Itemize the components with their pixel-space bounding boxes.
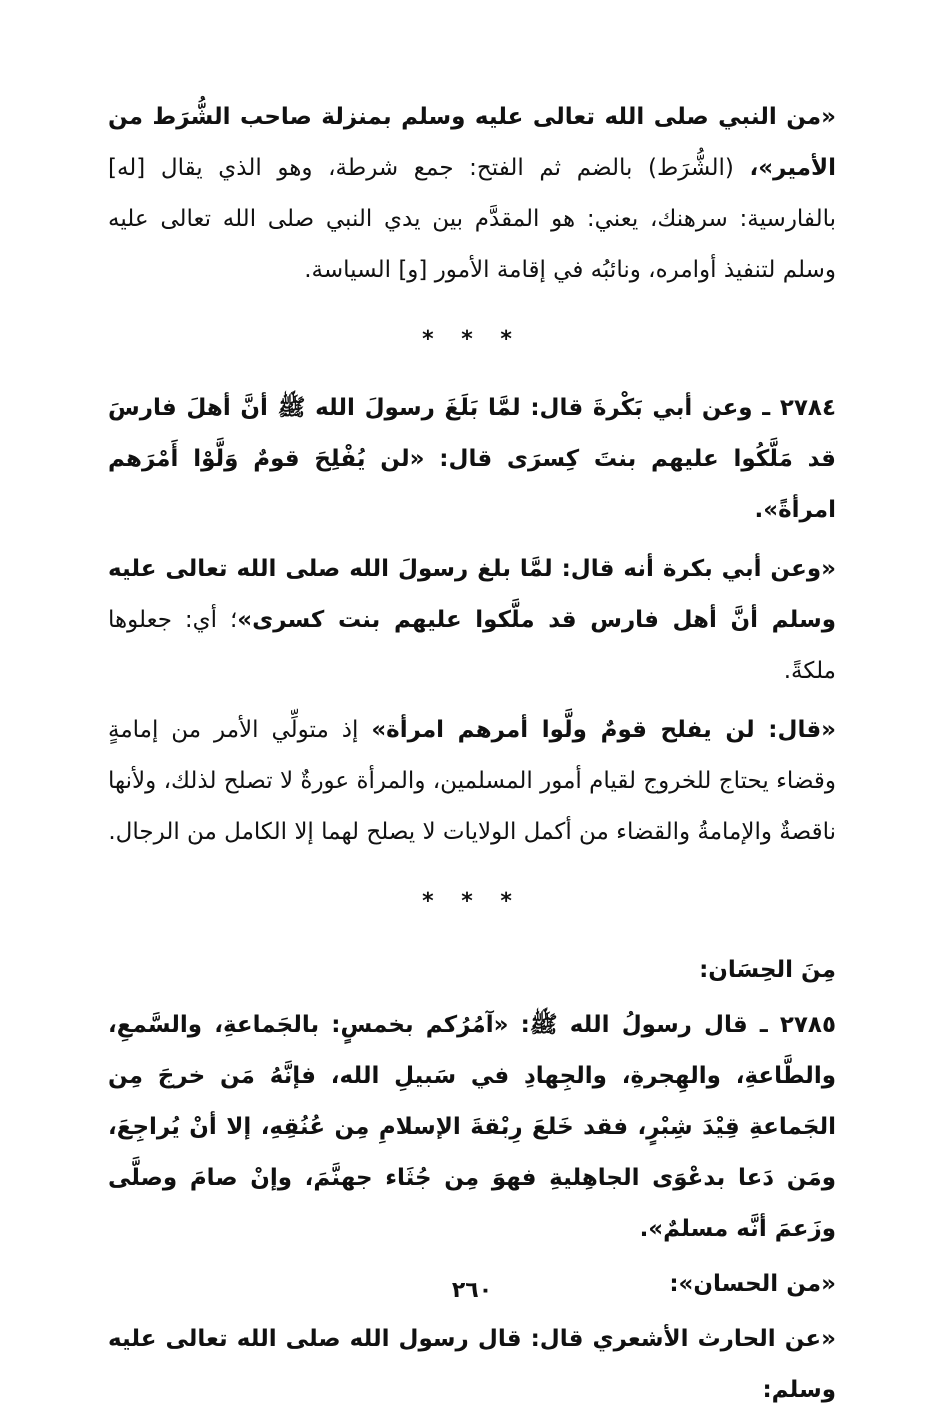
commentary-text: إذ متولِّي الأمر من إمامةٍ وقضاء يحتاج للخروج لقيام أمور المسلمين، والمرأة عورةٌ لا تصلح لذلك، ولأنها ناقصةٌ والإمامةُ والقضاء من أكمل الولايات لا يصلح لهما إلا الكامل من الرجال. [108, 717, 836, 845]
quoted-matn: «من النبي صلى الله تعالى عليه وسلم بمنزلة صاحب الشُّرَط من الأمير»، [108, 104, 837, 181]
commentary-text: (الشُّرَط) بالضم ثم الفتح: جمع شرطة، وهو الذي يقال [له] بالفارسية: سرهنك، يعني: هو المقدَّم بين يدي النبي صلى الله تعالى عليه وسلم لتنفيذ أوامره، ونائبُه في إقامة الأمور [و] السياسة. [108, 155, 836, 283]
quoted-matn: «وعن أبي بكرة أنه قال: لمَّا بلغ رسولَ الله صلى الله تعالى عليه وسلم أنَّ أهل فارس قد ملَّكوا عليهم بنت كسرى» [108, 556, 836, 633]
hadith-2785: ٢٧٨٥ ـ قال رسولُ الله ﷺ: «آمُرُكم بخمسٍ: بالجَماعةِ، والسَّمعِ، والطَّاعةِ، والهِجرةِ، والجِهادِ في سَبيلِ الله، فإنَّهُ مَن خرجَ مِن الجَماعةِ قِيْدَ شِبْرٍ، فقد خَلعَ رِبْقةَ الإسلامِ مِن عُنُقِهِ، إلا أنْ يُراجِعَ، ومَن دَعا بدعْوَى الجاهِليةِ فهوَ مِن جُثَاء جهنَّمَ، وإنْ صامَ وصلَّى وزَعمَ أنَّه مسلمٌ». [108, 1012, 836, 1242]
page-number: ٢٦٠ [451, 1278, 493, 1303]
section-separator: * * * [422, 889, 522, 914]
commentary-text: ؛ أي: جعلوها ملكةً. [108, 607, 836, 684]
commentary-paragraph [108, 705, 836, 858]
commentary-heading: «من الحسان»: [669, 1271, 836, 1297]
page-body [108, 92, 836, 1420]
commentary-paragraph [108, 544, 836, 697]
hadith-2784: ٢٧٨٤ ـ وعن أبي بَكْرةَ قال: لمَّا بَلَغَ رسولَ الله ﷺ أنَّ أهلَ فارسَ قد مَلَّكُوا عليهم بنتَ كِسرَى قال: «لن يُفْلِحَ قومٌ وَلَّوْا أَمْرَهم امرأةً». [108, 395, 836, 523]
quoted-matn: «قال: لن يفلح قومٌ ولَّوا أمرهم امرأة» [371, 717, 836, 743]
section-heading: مِنَ الحِسَان: [699, 957, 836, 983]
commentary-start: «عن الحارث الأشعري قال: قال رسول الله صلى الله تعالى عليه وسلم: [108, 1326, 836, 1403]
commentary-paragraph [108, 92, 836, 296]
section-separator: * * * [422, 327, 522, 352]
